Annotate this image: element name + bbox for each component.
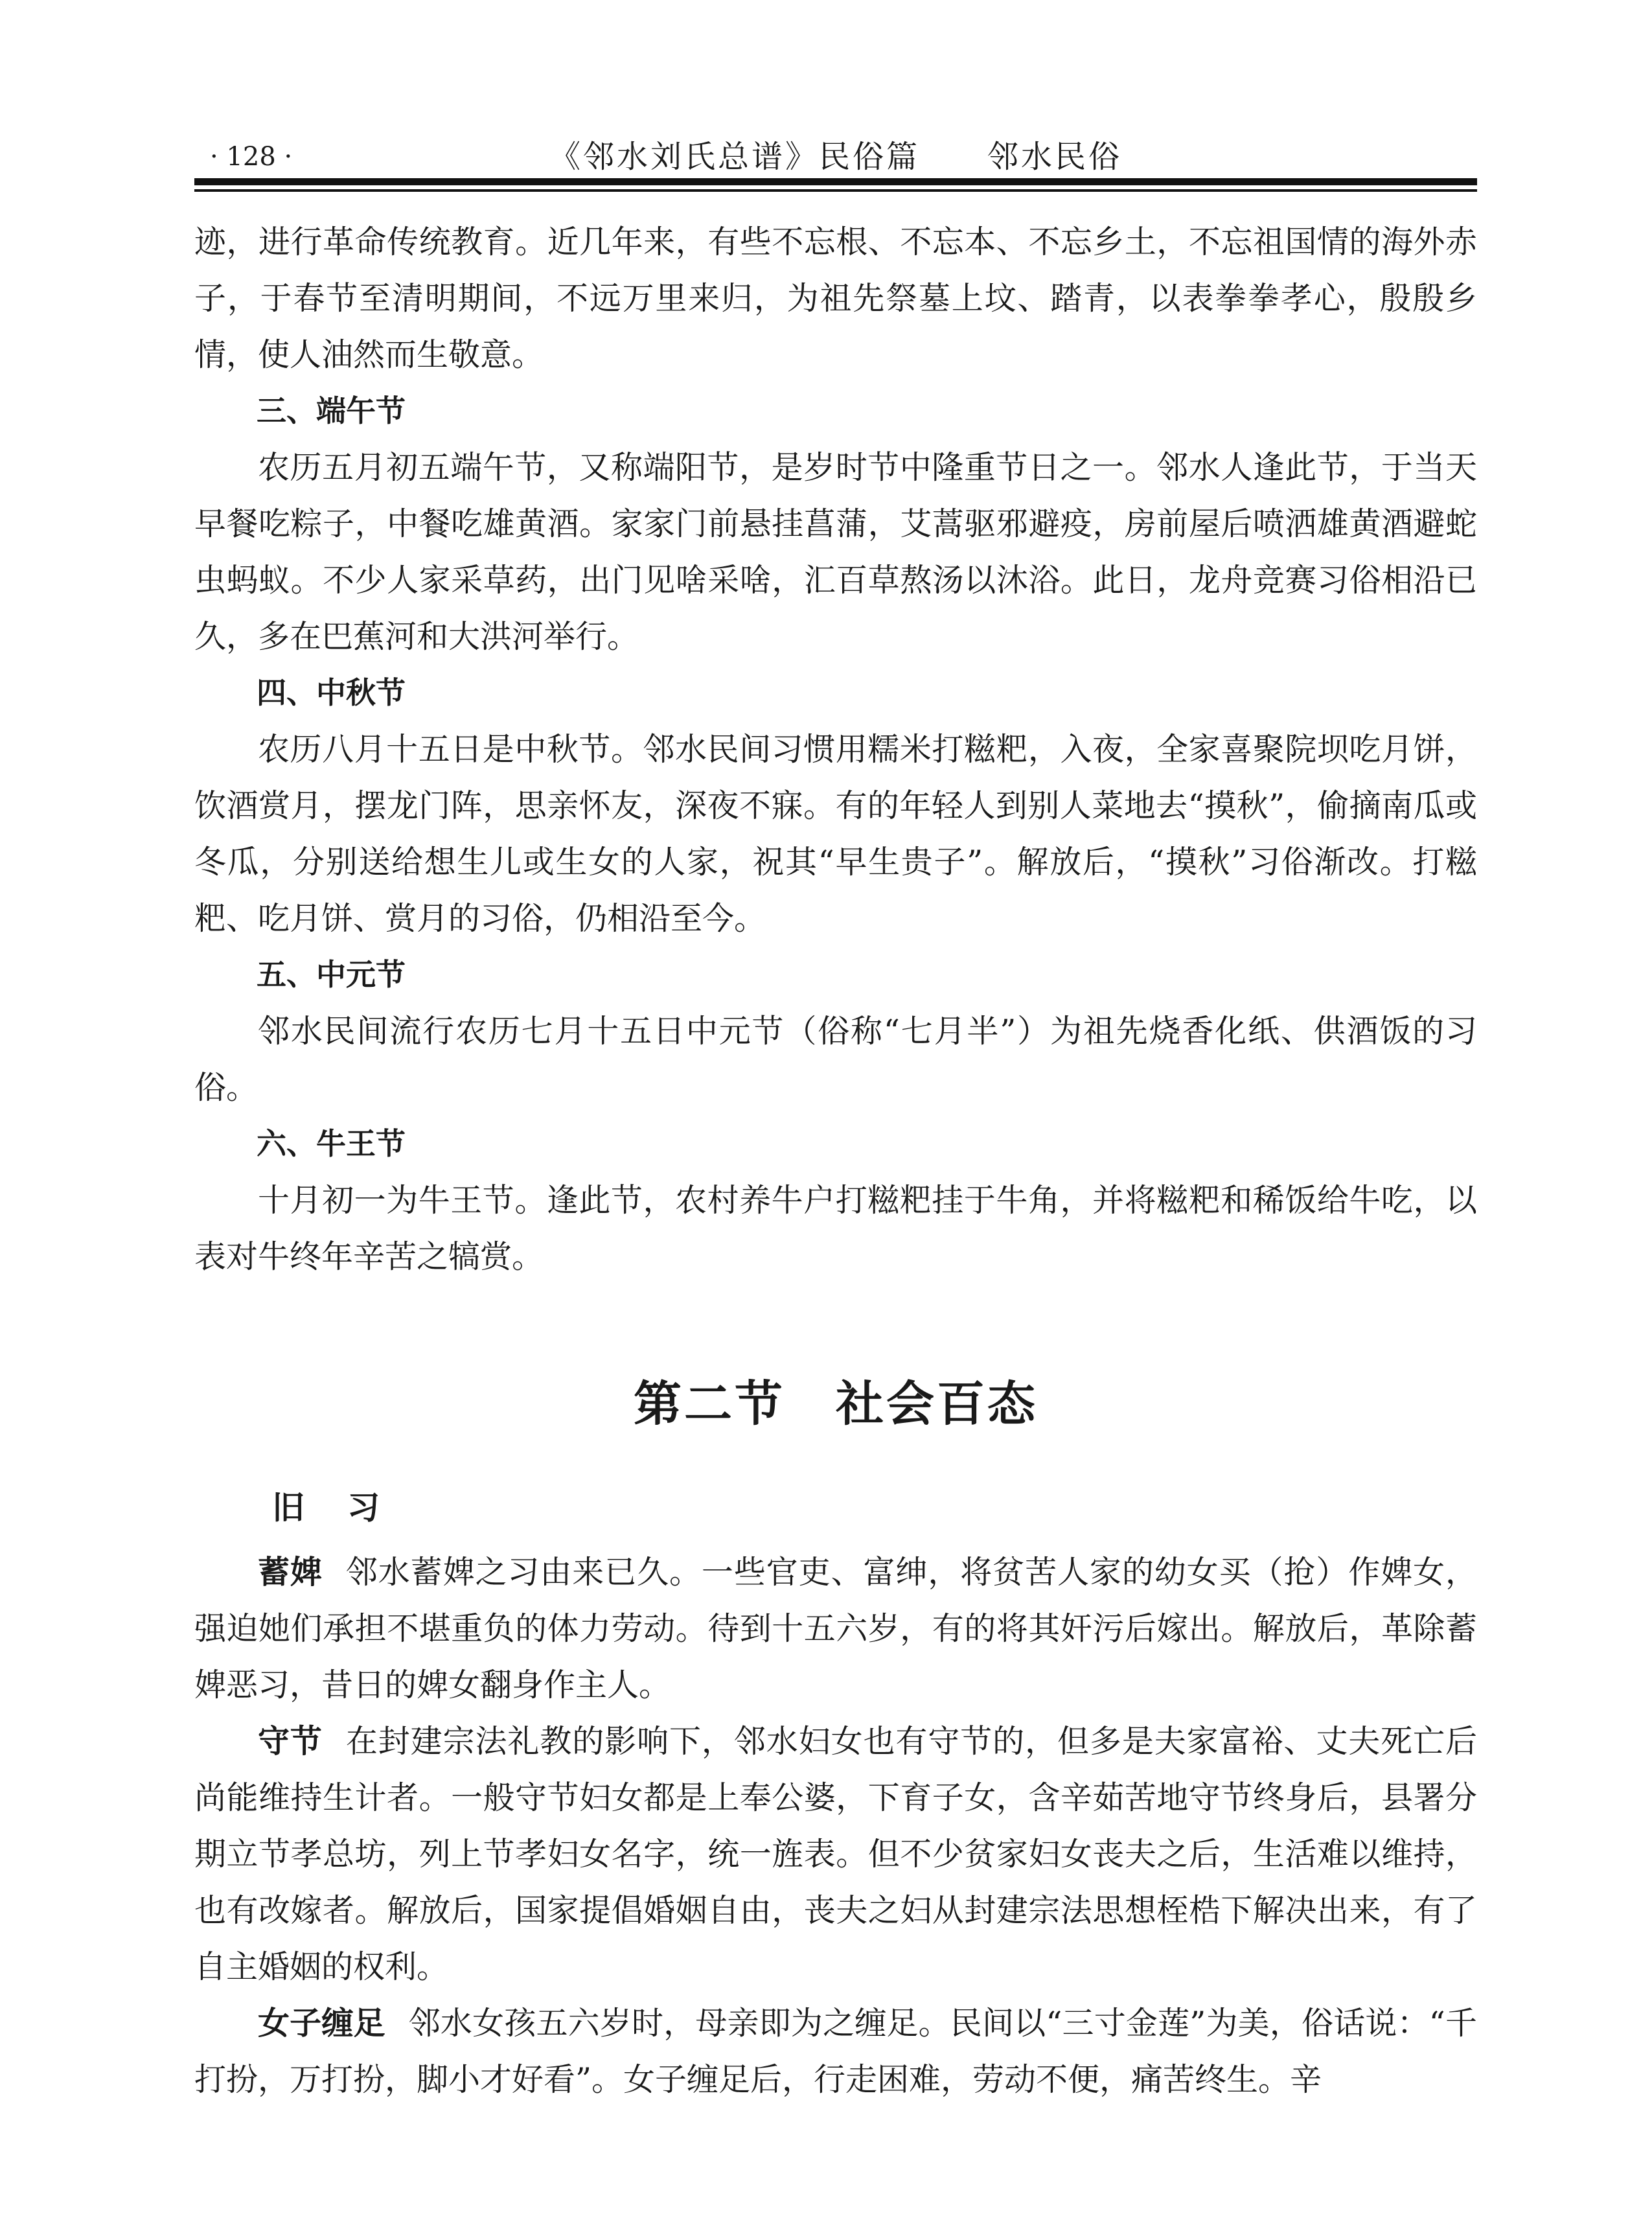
page-number: · 128 · <box>210 142 293 172</box>
paragraph-zhongqiu: 农历八月十五日是中秋节。邻水民间习惯用糯米打糍粑，入夜，全家喜聚院坝吃月饼，饮酒赏月，摆龙门阵，思亲怀友，深夜不寐。有的年轻人到别人菜地去“摸秋”，偷摘南瓜或冬瓜，分别送给想生儿或生女的人家，祝其“早生贵子”。解放后，“摸秋”习俗渐改。打糍粑、吃月饼、赏月的习俗，仍相沿至今。 <box>194 731 1477 937</box>
paragraph-zhongyuan: 邻水民间流行农历七月十五日中元节（俗称“七月半”）为祖先烧香化纸、供酒饭的习俗。 <box>194 1013 1477 1106</box>
header-rule-thin <box>194 189 1477 192</box>
text-xubi: 邻水蓄婢之习由来已久。一些官吏、富绅，将贫苦人家的幼女买（抢）作婢女，强迫她们承担不堪重负的体力劳动。待到十五六岁，有的将其奸污后嫁出。解放后，革除蓄婢恶习，昔日的婢女翻身作主人。 <box>194 1554 1477 1703</box>
paragraph-xubi <box>194 1544 1477 1713</box>
paragraph-niuwang: 十月初一为牛王节。逢此节，农村养牛户打糍粑挂于牛角，并将糍粑和稀饭给牛吃，以表对牛终年辛苦之犒赏。 <box>194 1182 1477 1275</box>
term-shoujie: 守节 <box>258 1723 323 1760</box>
intro-paragraph: 迹，进行革命传统教育。近几年来，有些不忘根、不忘本、不忘乡土，不忘祖国情的海外赤子，于春节至清明期间，不远万里来归，为祖先祭墓上坟、踏青，以表拳拳孝心，殷殷乡情，使人油然而生敬意。 <box>194 224 1477 373</box>
header-rule-thick <box>194 178 1477 185</box>
paragraph-duanwu: 农历五月初五端午节，又称端阳节，是岁时节中隆重节日之一。邻水人逢此节，于当天早餐吃粽子，中餐吃雄黄酒。家家门前悬挂菖蒲，艾蒿驱邪避疫，房前屋后喷洒雄黄酒避蛇虫蚂蚁。不少人家采草药，出门见啥采啥，汇百草熬汤以沐浴。此日，龙舟竞赛习俗相沿已久，多在巴蕉河和大洪河举行。 <box>194 449 1477 655</box>
section-heading-duanwu: 三、端午节 <box>257 393 406 428</box>
running-title: 《邻水刘氏总谱》民俗篇 邻水民俗 <box>549 139 1122 175</box>
chapter-title: 第二节 社会百态 <box>634 1376 1038 1432</box>
section-heading-zhongqiu: 四、中秋节 <box>257 675 406 710</box>
term-xubi: 蓄婢 <box>258 1554 323 1591</box>
page-header <box>194 137 1477 176</box>
section-heading-niuwang: 六、牛王节 <box>257 1126 406 1161</box>
paragraph-chanzu <box>194 1995 1477 2108</box>
text-chanzu: 邻水女孩五六岁时，母亲即为之缠足。民间以“三寸金莲”为美，俗话说：“千打扮，万打扮，脚小才好看”。女子缠足后，行走困难，劳动不便，痛苦终生。辛 <box>194 2005 1477 2098</box>
subsection-heading: 旧 习 <box>272 1489 385 1527</box>
paragraph-shoujie <box>194 1713 1477 1995</box>
text-shoujie: 在封建宗法礼教的影响下，邻水妇女也有守节的，但多是夫家富裕、丈夫死亡后尚能维持生计者。一般守节妇女都是上奉公婆，下育子女，含辛茹苦地守节终身后，县署分期立节孝总坊，列上节孝妇女名字，统一旌表。但不少贫家妇女丧夫之后，生活难以维持，也有改嫁者。解放后，国家提倡婚姻自由，丧夫之妇从封建宗法思想桎梏下解决出来，有了自主婚姻的权利。 <box>194 1723 1477 1985</box>
term-chanzu: 女子缠足 <box>258 2005 385 2042</box>
section-heading-zhongyuan: 五、中元节 <box>257 957 406 992</box>
page-body <box>194 214 1477 2108</box>
